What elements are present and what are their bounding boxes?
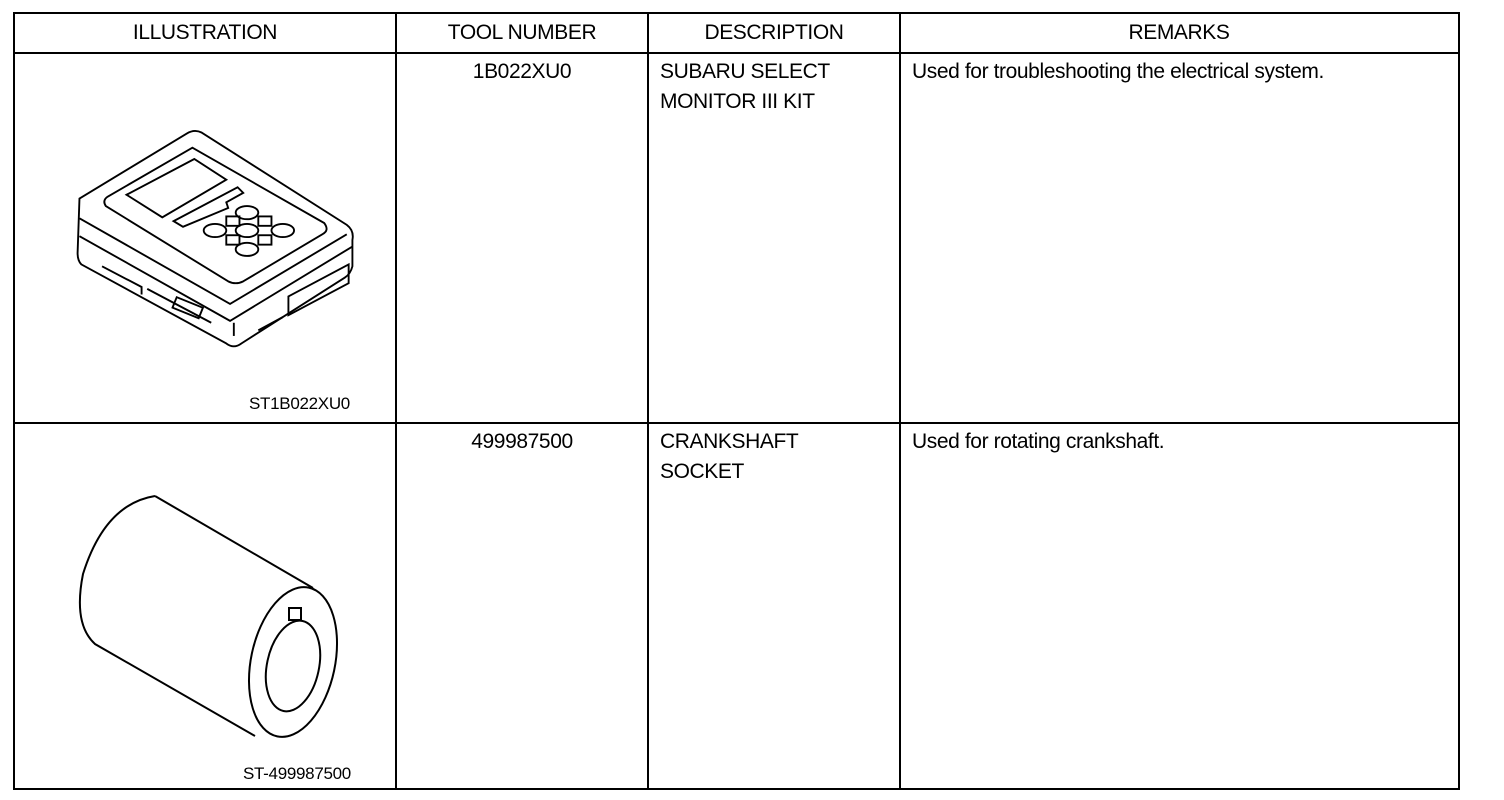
description-line: SUBARU SELECT xyxy=(660,60,830,83)
illustration-caption: ST1B022XU0 xyxy=(249,394,350,413)
special-tools-table xyxy=(13,12,1460,790)
crankshaft-socket-illustration xyxy=(65,484,365,754)
column-divider xyxy=(395,14,397,788)
description-line: MONITOR III KIT xyxy=(660,90,815,113)
description-line: CRANKSHAFT xyxy=(660,430,799,453)
header-tool-number: TOOL NUMBER xyxy=(447,21,597,44)
remarks: Used for troubleshooting the electrical system. xyxy=(912,60,1324,83)
header-illustration: ILLUSTRATION xyxy=(132,21,278,44)
select-monitor-illustration xyxy=(55,114,375,364)
row-divider xyxy=(15,52,1458,54)
row-divider xyxy=(15,422,1458,424)
header-description: DESCRIPTION xyxy=(704,21,844,44)
column-divider xyxy=(647,14,649,788)
column-divider xyxy=(899,14,901,788)
tool-number: 499987500 xyxy=(471,430,573,453)
remarks: Used for rotating crankshaft. xyxy=(912,430,1165,453)
illustration-caption: ST-499987500 xyxy=(243,764,351,783)
header-remarks: REMARKS xyxy=(1128,21,1230,44)
description-line: SOCKET xyxy=(660,460,744,483)
tool-number: 1B022XU0 xyxy=(472,60,572,83)
